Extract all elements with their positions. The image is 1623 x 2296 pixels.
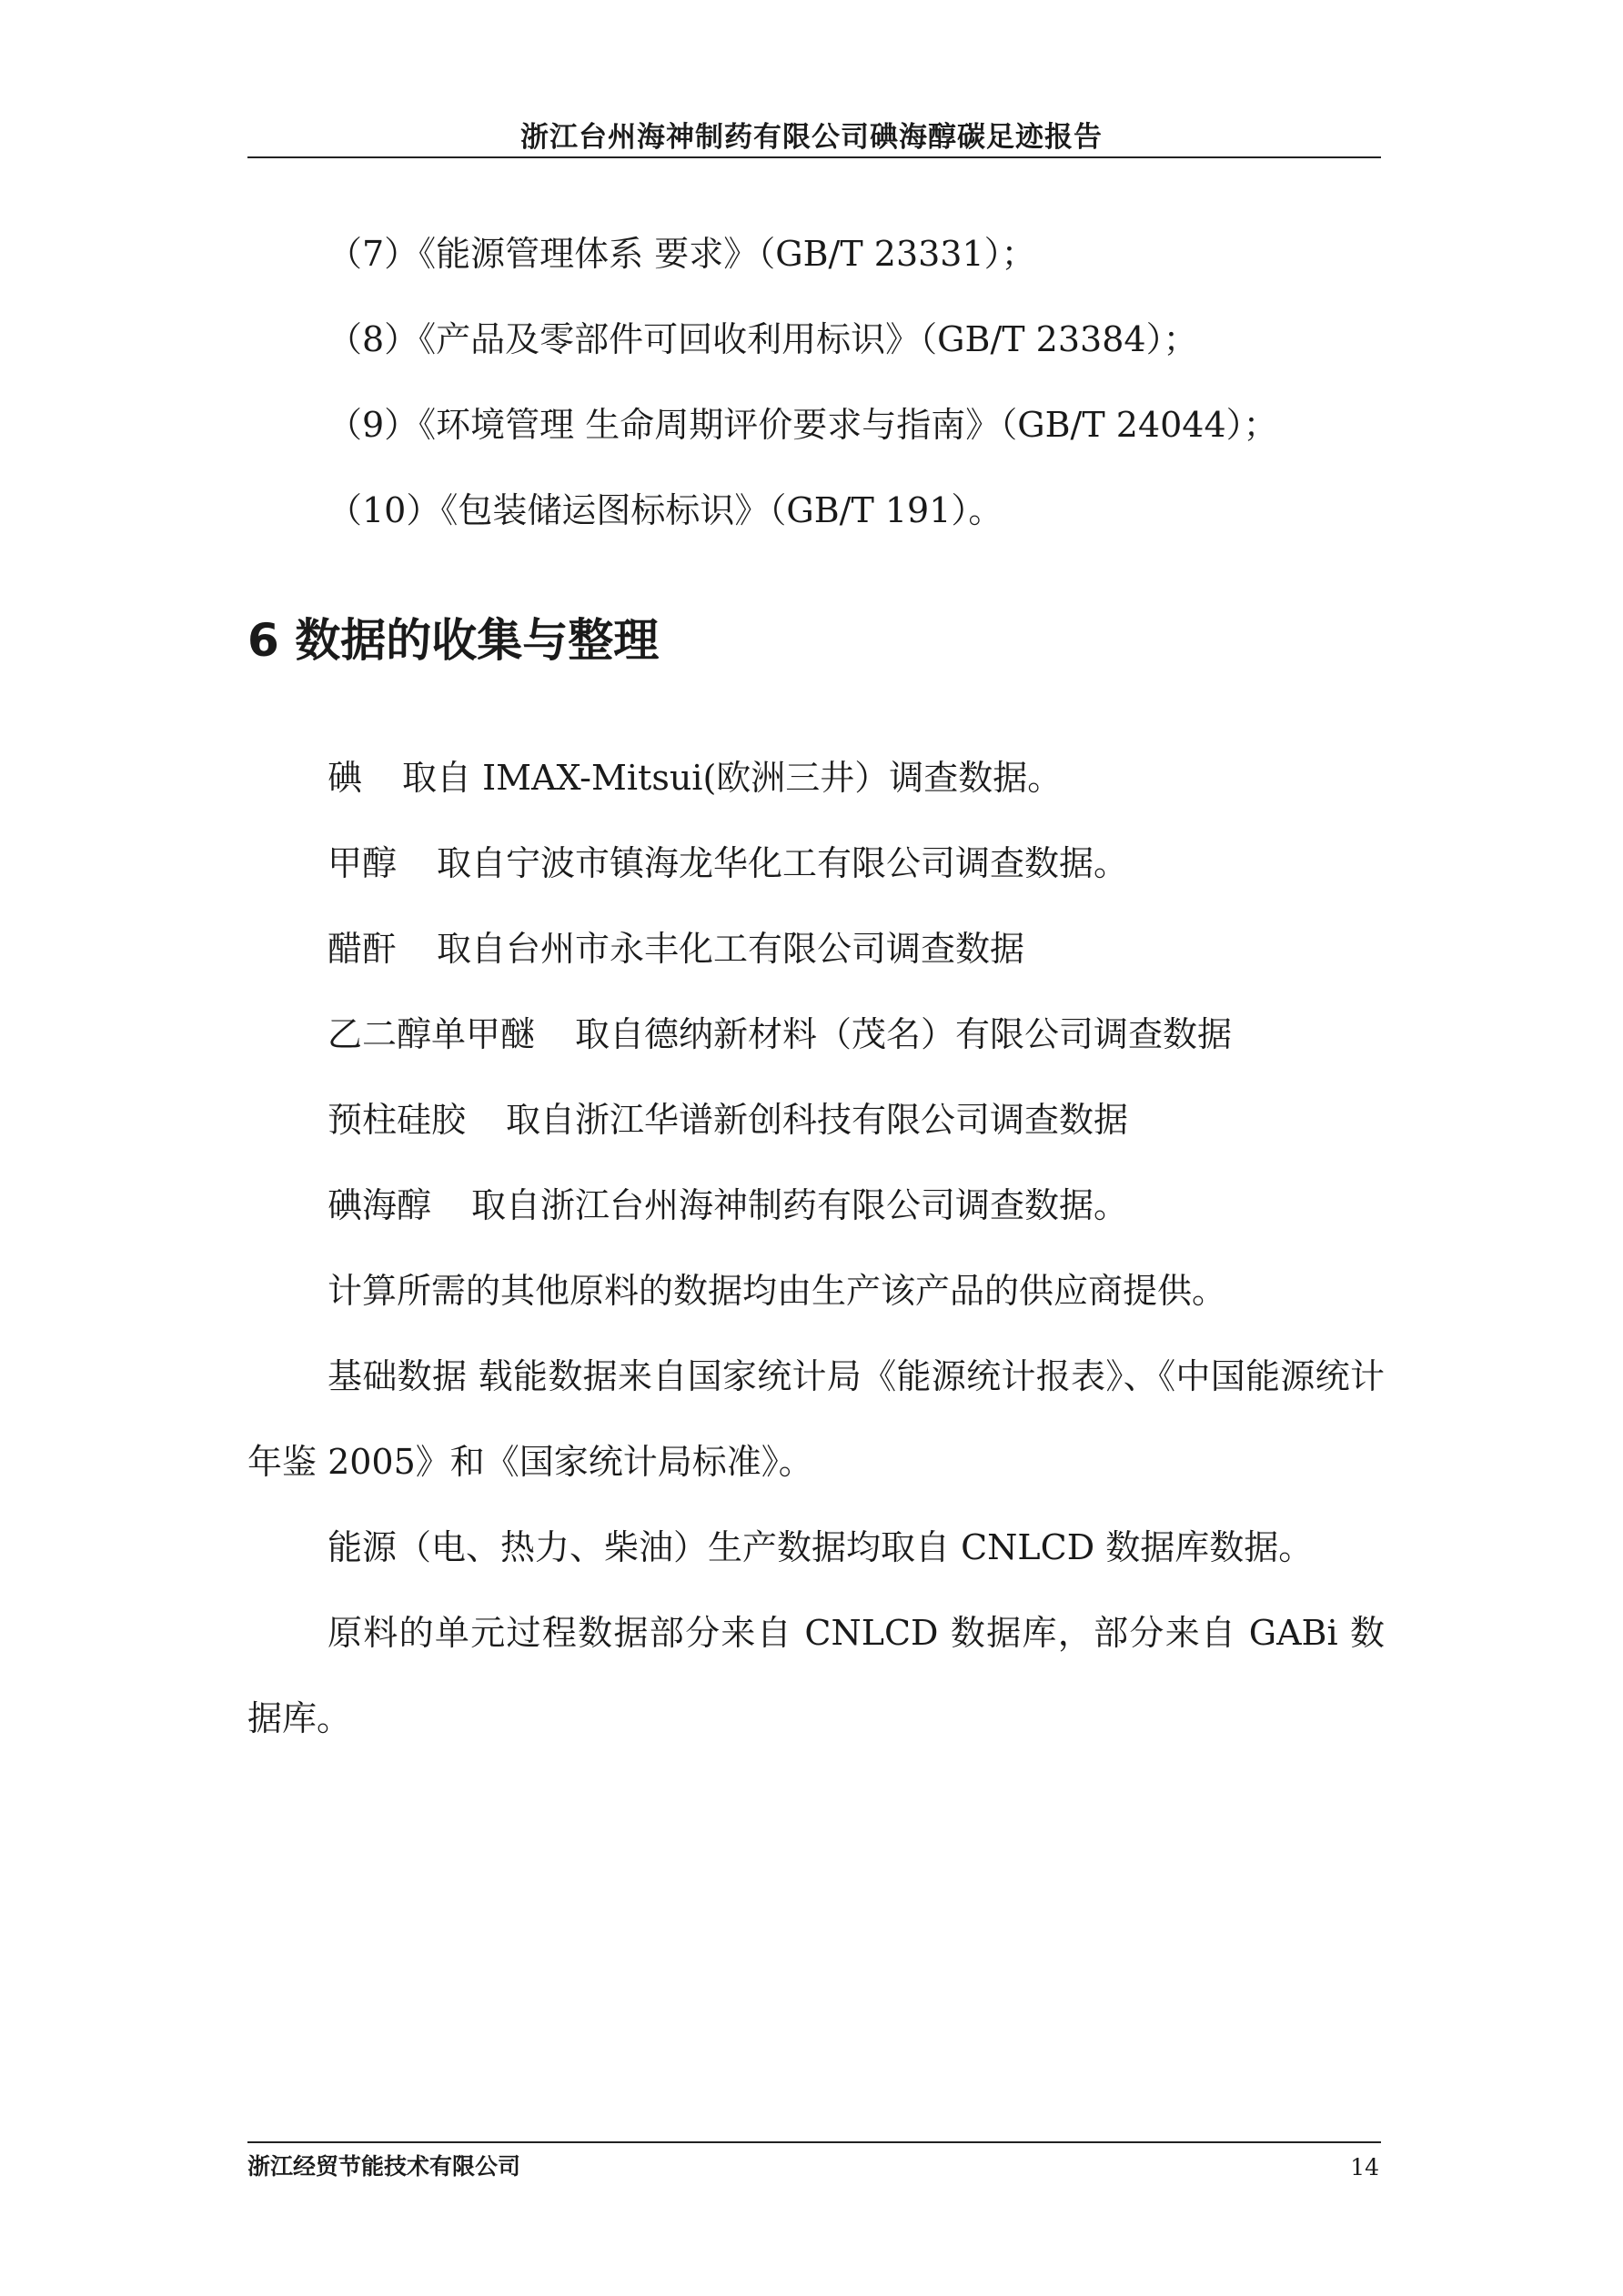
data-source-material: 醋酐 [328,929,398,969]
data-source-line [247,735,1385,821]
reference-item: （8）《产品及零部件可回收利用标识》（GB/T 23384）； [328,319,1198,359]
body-paragraph: 原料的单元过程数据部分来自 CNLCD 数据库，部分来自 GABi 数据库。 [247,1613,1385,1738]
reference-list [247,211,1385,553]
reference-item: （10）《包装储运图标标识》（GB/T 191）。 [328,490,1003,530]
data-source-text: 取自台州市永丰化工有限公司调查数据 [437,929,1025,969]
reference-item: （7）《能源管理体系 要求》（GB/T 23331）； [328,234,1036,274]
data-source-text: 取自宁波市镇海龙华化工有限公司调查数据。 [437,843,1129,883]
data-source-line [247,906,1385,992]
body-paragraph: 基础数据 载能数据来自国家统计局《能源统计报表》、《中国能源统计年鉴 2005》和《国家统计局标准》。 [247,1356,1385,1482]
header-divider [247,156,1381,158]
footer-company-name: 浙江经贸节能技术有限公司 [247,2153,521,2180]
section-heading: 6 数据的收集与整理 [247,614,660,667]
data-source-material: 预柱硅胶 [328,1100,467,1140]
data-source-material: 乙二醇单甲醚 [328,1014,536,1054]
data-source-text: 取自 IMAX-Mitsui(欧洲三井）调查数据。 [402,758,1063,798]
body-paragraph: 计算所需的其他原料的数据均由生产该产品的供应商提供。 [328,1271,1227,1311]
data-source-text: 取自德纳新材料（茂名）有限公司调查数据 [575,1014,1233,1054]
data-source-line [247,1077,1385,1163]
data-source-line [247,992,1385,1077]
page-header-title: 浙江台州海神制药有限公司碘海醇碳足迹报告 [520,121,1103,154]
data-source-text: 取自浙江台州海神制药有限公司调查数据。 [471,1185,1129,1225]
body-paragraph: 能源（电、热力、柴油）生产数据均取自 CNLCD 数据库数据。 [328,1527,1314,1567]
data-source-material: 碘 [328,758,363,798]
data-source-material: 甲醇 [328,843,398,883]
data-source-text: 取自浙江华谱新创科技有限公司调查数据 [506,1100,1129,1140]
data-source-line [247,821,1385,906]
page-number: 14 [1350,2154,1379,2180]
reference-item: （9）《环境管理 生命周期评价要求与指南》（GB/T 24044）； [328,405,1278,445]
data-source-line [247,1163,1385,1248]
footer-divider [247,2141,1381,2143]
data-source-material: 碘海醇 [328,1185,432,1225]
data-sources-section [247,735,1385,1761]
